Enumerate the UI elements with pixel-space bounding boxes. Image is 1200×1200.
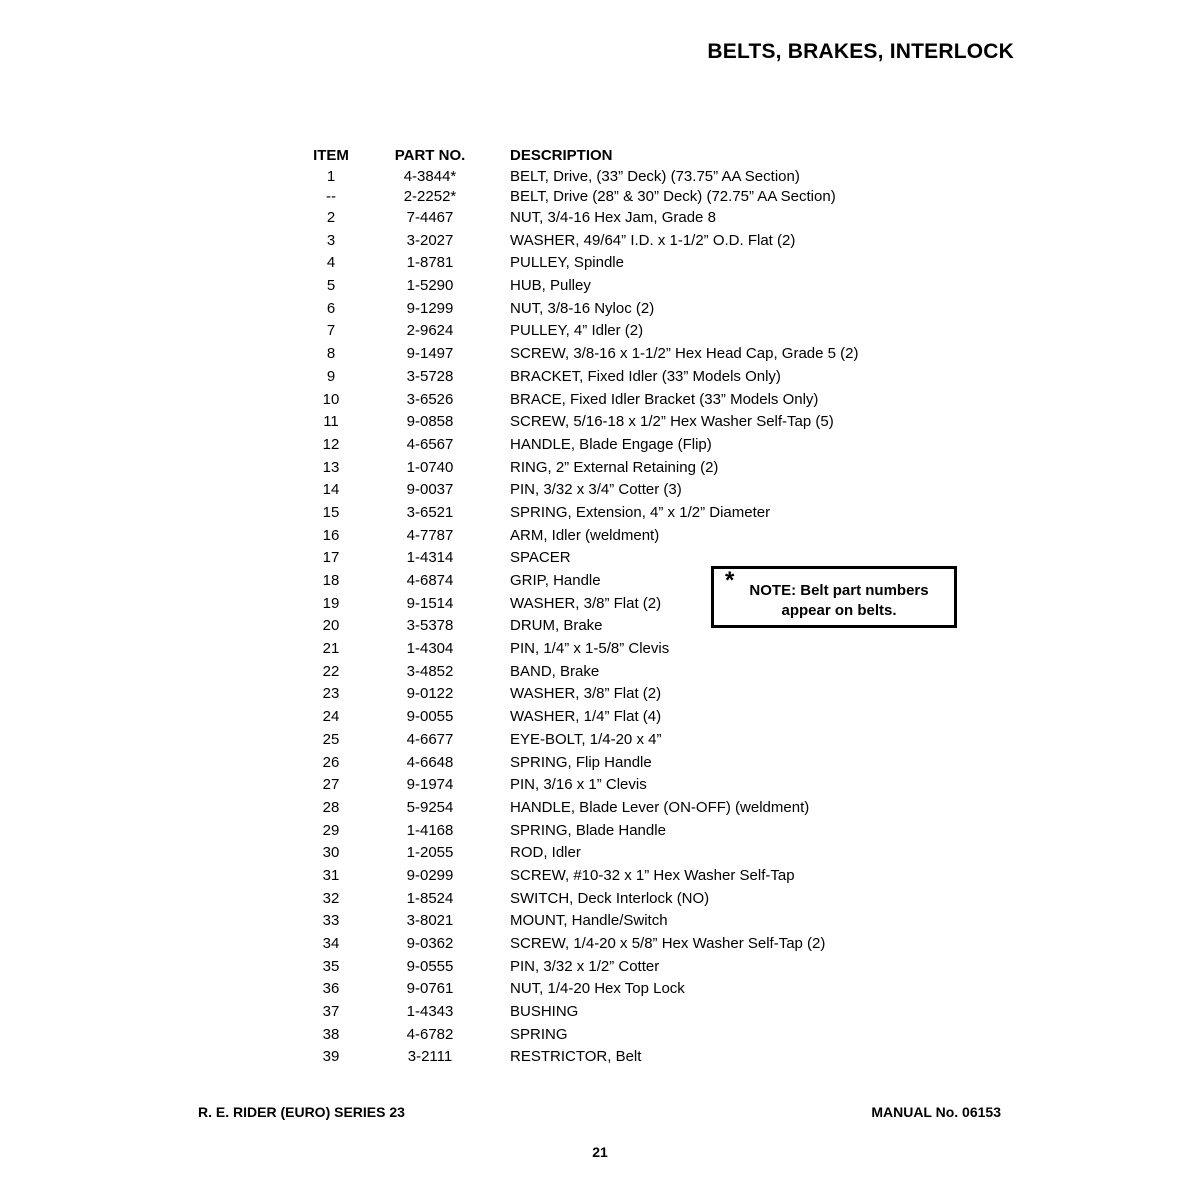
table-row <box>300 275 920 298</box>
item-number: 37 <box>322 1003 340 1021</box>
table-row <box>300 933 920 956</box>
table-row <box>300 389 920 412</box>
table-row <box>300 774 920 797</box>
page-title: BELTS, BRAKES, INTERLOCK <box>707 40 1014 63</box>
page-number: 21 <box>592 1144 608 1160</box>
table-row <box>300 525 920 548</box>
table-row <box>300 434 920 457</box>
part-description: BRACE, Fixed Idler Bracket (33” Models Only) <box>510 390 819 408</box>
part-number: 4-7787 <box>406 526 454 544</box>
table-row <box>300 842 920 865</box>
part-number: 1-8781 <box>406 254 454 272</box>
header-description: DESCRIPTION <box>510 147 613 164</box>
item-number: 6 <box>326 299 336 317</box>
item-number: 10 <box>322 390 340 408</box>
part-number: 7-4467 <box>406 209 454 226</box>
table-row <box>300 502 920 525</box>
table-row <box>300 343 920 366</box>
table-row <box>300 797 920 820</box>
table-row <box>300 683 920 706</box>
item-number: 20 <box>322 617 340 635</box>
part-description: NUT, 3/4-16 Hex Jam, Grade 8 <box>510 209 716 226</box>
part-description: MOUNT, Handle/Switch <box>510 912 668 930</box>
part-description: SPRING, Flip Handle <box>510 753 652 771</box>
item-number: -- <box>326 188 336 205</box>
item-number: 38 <box>322 1025 340 1043</box>
part-number: 3-2027 <box>406 231 454 249</box>
part-description: PULLEY, Spindle <box>510 254 624 272</box>
part-description: BELT, Drive (28” & 30” Deck) (72.75” AA Section) <box>510 188 836 205</box>
part-description: SPACER <box>510 549 571 567</box>
table-row <box>300 298 920 321</box>
item-number: 17 <box>322 549 340 567</box>
part-number: 1-4168 <box>406 821 454 839</box>
part-number: 1-2055 <box>406 844 454 862</box>
part-description: PIN, 3/32 x 3/4” Cotter (3) <box>510 481 682 499</box>
part-number: 4-6648 <box>406 753 454 771</box>
item-number: 39 <box>322 1048 340 1066</box>
table-row <box>300 252 920 275</box>
part-number: 9-0761 <box>406 980 454 998</box>
item-number: 27 <box>322 776 340 794</box>
table-row <box>300 230 920 253</box>
part-description: SCREW, #10-32 x 1” Hex Washer Self-Tap <box>510 866 795 884</box>
part-number: 2-9624 <box>406 322 454 340</box>
header-item: ITEM <box>313 147 349 164</box>
item-number: 28 <box>322 798 340 816</box>
part-number: 1-5290 <box>406 277 454 295</box>
table-row <box>300 320 920 343</box>
part-number: 1-0740 <box>406 458 454 476</box>
part-description: PIN, 3/32 x 1/2” Cotter <box>510 957 660 975</box>
note-line-1: NOTE: Belt part numbers <box>749 582 929 599</box>
item-number: 31 <box>322 866 340 884</box>
part-description: WASHER, 49/64” I.D. x 1-1/2” O.D. Flat (2) <box>510 231 796 249</box>
part-number: 9-0555 <box>406 957 454 975</box>
table-row <box>300 186 920 207</box>
item-number: 13 <box>322 458 340 476</box>
part-description: SWITCH, Deck Interlock (NO) <box>510 889 710 907</box>
item-number: 7 <box>326 322 336 340</box>
part-number: 9-0122 <box>406 685 454 703</box>
item-number: 36 <box>322 980 340 998</box>
part-number: 1-4343 <box>406 1003 454 1021</box>
item-number: 14 <box>322 481 340 499</box>
table-row <box>300 956 920 979</box>
table-row <box>300 638 920 661</box>
part-description: SPRING, Extension, 4” x 1/2” Diameter <box>510 503 771 521</box>
part-number: 4-6677 <box>406 730 454 748</box>
part-description: WASHER, 1/4” Flat (4) <box>510 708 662 726</box>
part-description: BAND, Brake <box>510 662 600 680</box>
table-row <box>300 411 920 434</box>
note-asterisk: * <box>725 567 735 594</box>
table-row <box>300 207 920 230</box>
part-number: 1-8524 <box>406 889 454 907</box>
item-number: 3 <box>326 231 336 249</box>
table-row <box>300 820 920 843</box>
table-row <box>300 479 920 502</box>
table-row <box>300 910 920 933</box>
item-number: 35 <box>322 957 340 975</box>
part-number: 1-4314 <box>406 549 454 567</box>
table-row <box>300 457 920 480</box>
item-number: 33 <box>322 912 340 930</box>
part-description: WASHER, 3/8” Flat (2) <box>510 685 662 703</box>
part-description: ARM, Idler (weldment) <box>510 526 660 544</box>
part-number: 4-6782 <box>406 1025 454 1043</box>
part-number: 4-6567 <box>406 435 454 453</box>
table-row <box>300 366 920 389</box>
part-description: HANDLE, Blade Lever (ON-OFF) (weldment) <box>510 798 810 816</box>
header-part-no: PART NO. <box>394 147 466 164</box>
part-description: BELT, Drive, (33” Deck) (73.75” AA Section) <box>510 168 800 185</box>
table-row <box>300 1001 920 1024</box>
footer-series: R. E. RIDER (EURO) SERIES 23 <box>198 1104 405 1120</box>
item-number: 29 <box>322 821 340 839</box>
item-number: 23 <box>322 685 340 703</box>
item-number: 12 <box>322 435 340 453</box>
footer-manual-number: MANUAL No. 06153 <box>871 1104 1001 1120</box>
item-number: 16 <box>322 526 340 544</box>
part-number: 3-6526 <box>406 390 454 408</box>
item-number: 34 <box>322 935 340 952</box>
item-number: 32 <box>322 889 340 907</box>
table-row <box>300 1046 920 1069</box>
part-number: 9-0858 <box>406 413 454 431</box>
part-description: PULLEY, 4” Idler (2) <box>510 322 644 340</box>
part-description: WASHER, 3/8” Flat (2) <box>510 594 662 612</box>
item-number: 1 <box>326 168 336 185</box>
note-box <box>711 566 957 628</box>
part-number: 1-4304 <box>406 640 454 658</box>
table-header <box>300 145 920 167</box>
item-number: 15 <box>322 503 340 521</box>
part-number: 5-9254 <box>406 798 454 816</box>
item-number: 21 <box>322 640 340 658</box>
part-number: 3-4852 <box>406 662 454 680</box>
item-number: 18 <box>322 572 340 589</box>
part-number: 4-6874 <box>406 572 454 589</box>
item-number: 4 <box>326 254 336 272</box>
part-number: 3-2111 <box>407 1048 453 1066</box>
part-description: SCREW, 3/8-16 x 1-1/2” Hex Head Cap, Grade 5 (2) <box>510 345 859 363</box>
part-number: 9-0037 <box>406 481 454 499</box>
table-row <box>300 1024 920 1047</box>
part-description: SPRING <box>510 1025 568 1043</box>
part-description: RESTRICTOR, Belt <box>510 1048 642 1066</box>
part-number: 3-8021 <box>406 912 454 930</box>
part-number: 3-6521 <box>406 503 454 521</box>
part-number: 9-0299 <box>406 866 454 884</box>
part-description: EYE-BOLT, 1/4-20 x 4” <box>510 730 662 748</box>
part-description: SCREW, 1/4-20 x 5/8” Hex Washer Self-Tap (2) <box>510 935 826 952</box>
part-number: 9-1497 <box>406 345 454 363</box>
table-row <box>300 978 920 1001</box>
note-line-2: appear on belts. <box>781 602 897 619</box>
part-number: 9-1299 <box>406 299 454 317</box>
item-number: 24 <box>322 708 340 726</box>
part-number: 4-3844* <box>403 168 457 185</box>
part-description: BUSHING <box>510 1003 579 1021</box>
part-description: NUT, 1/4-20 Hex Top Lock <box>510 980 685 998</box>
item-number: 19 <box>322 594 340 612</box>
table-row <box>300 752 920 775</box>
item-number: 5 <box>326 277 336 295</box>
part-description: SCREW, 5/16-18 x 1/2” Hex Washer Self-Tap (5) <box>510 413 834 431</box>
part-number: 9-1514 <box>406 594 454 612</box>
part-description: ROD, Idler <box>510 844 581 862</box>
part-description: HANDLE, Blade Engage (Flip) <box>510 435 712 453</box>
table-row <box>300 729 920 752</box>
table-row <box>300 888 920 911</box>
part-description: SPRING, Blade Handle <box>510 821 666 839</box>
item-number: 8 <box>326 345 336 363</box>
table-row <box>300 661 920 684</box>
item-number: 25 <box>322 730 340 748</box>
part-description: PIN, 3/16 x 1” Clevis <box>510 776 647 794</box>
part-description: GRIP, Handle <box>510 572 601 589</box>
item-number: 26 <box>322 753 340 771</box>
part-description: RING, 2” External Retaining (2) <box>510 458 719 476</box>
part-description: BRACKET, Fixed Idler (33” Models Only) <box>510 367 781 385</box>
part-number: 9-0362 <box>406 935 454 952</box>
table-row <box>300 706 920 729</box>
item-number: 9 <box>326 367 336 385</box>
part-description: NUT, 3/8-16 Nyloc (2) <box>510 299 655 317</box>
item-number: 11 <box>323 413 339 431</box>
item-number: 2 <box>326 209 336 226</box>
part-number: 9-1974 <box>406 776 454 794</box>
part-description: HUB, Pulley <box>510 277 591 295</box>
part-description: DRUM, Brake <box>510 617 603 635</box>
part-number: 9-0055 <box>406 708 454 726</box>
part-number: 3-5378 <box>406 617 454 635</box>
part-number: 3-5728 <box>406 367 454 385</box>
table-row <box>300 167 920 186</box>
part-description: PIN, 1/4” x 1-5/8” Clevis <box>510 640 670 658</box>
item-number: 30 <box>322 844 340 862</box>
part-number: 2-2252* <box>403 188 457 205</box>
table-row <box>300 865 920 888</box>
item-number: 22 <box>322 662 340 680</box>
note-text <box>714 581 960 621</box>
